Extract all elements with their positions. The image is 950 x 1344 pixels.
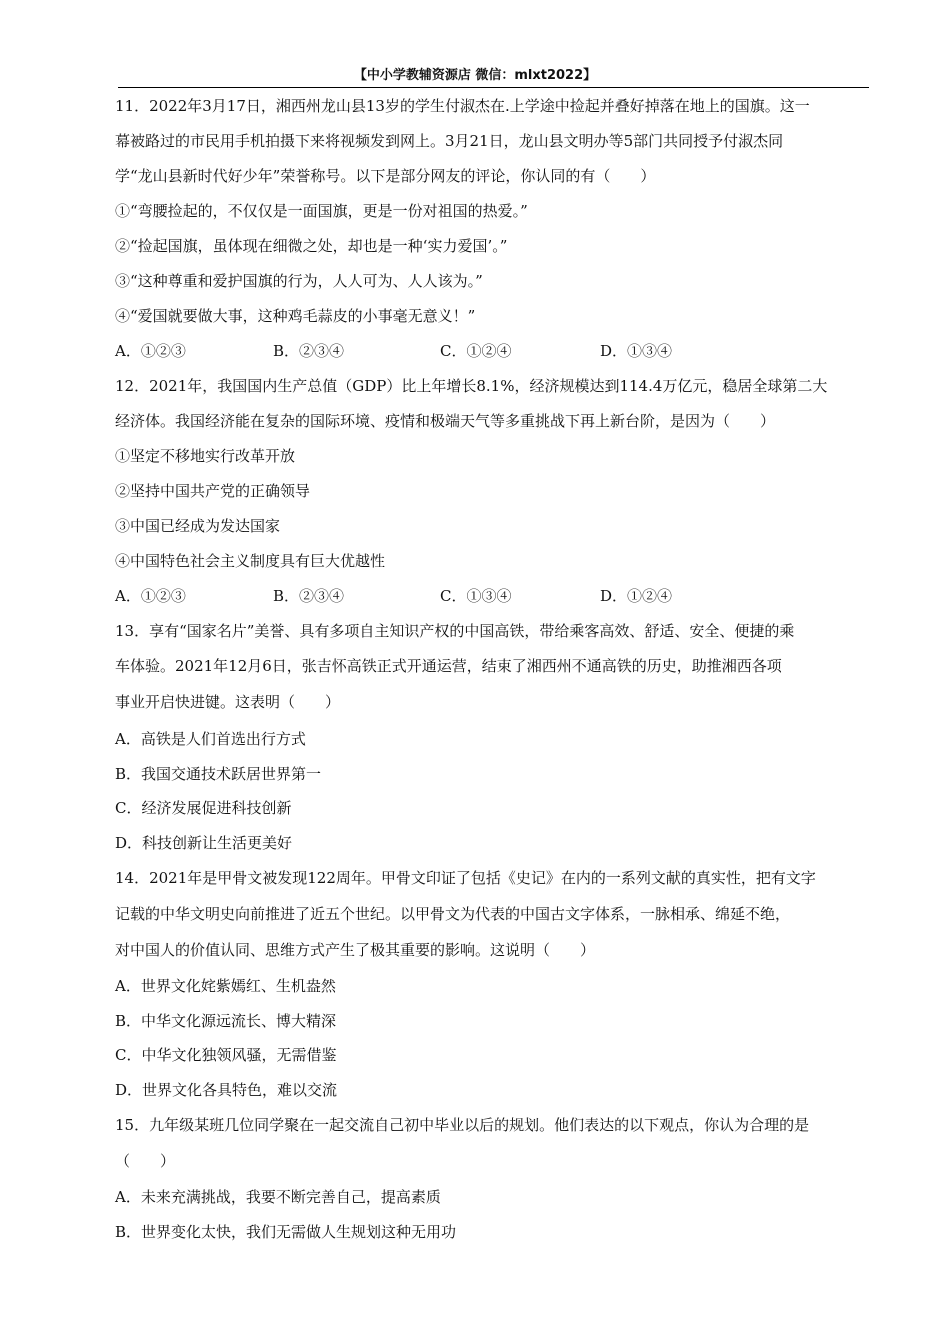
q11-statement-4: ④“爱国就要做大事，这种鸡毛蒜皮的小事毫无意义！” [115,307,476,325]
q11-statement-3: ③“这种尊重和爱护国旗的行为，人人可为、人人该为。” [115,272,483,290]
q12-option-b[interactable]: B．②③④ [273,587,345,605]
q14-stem-line-1: 14．2021年是甲骨文被发现122周年。甲骨文印证了包括《史记》在内的一系列文献的真实性，把有文字 [115,869,816,887]
q15-stem-line-1: 15．九年级某班几位同学聚在一起交流自己初中毕业以后的规划。他们表达的以下观点，你认为合理的是 [115,1116,810,1134]
q11-option-b[interactable]: B．②③④ [273,342,345,360]
q11-option-a[interactable]: A．①②③ [115,342,186,360]
q11-statement-2: ②“捡起国旗，虽体现在细微之处，却也是一种‘实力爱国’。” [115,237,508,255]
header-rule [118,87,869,88]
q13-stem-line-3: 事业开启快进键。这表明（ ） [115,693,341,711]
q12-option-c[interactable]: C．①③④ [440,587,512,605]
q12-statement-3: ③中国已经成为发达国家 [115,517,281,535]
q11-statement-1: ①“弯腰捡起的，不仅仅是一面国旗，更是一份对祖国的热爱。” [115,202,528,220]
q14-stem-line-3: 对中国人的价值认同、思维方式产生了极其重要的影响。这说明（ ） [115,941,596,959]
q12-stem-line-2: 经济体。我国经济能在复杂的国际环境、疫情和极端天气等多重挑战下再上新台阶，是因为（ ） [115,412,776,430]
q12-statement-4: ④中国特色社会主义制度具有巨大优越性 [115,552,386,570]
q11-option-c[interactable]: C．①②④ [440,342,512,360]
q15-option-a[interactable]: A．未来充满挑战，我要不断完善自己，提高素质 [115,1188,441,1206]
q13-option-a[interactable]: A．高铁是人们首选出行方式 [115,730,306,748]
q12-statement-1: ①坚定不移地实行改革开放 [115,447,296,465]
q13-option-b[interactable]: B．我国交通技术跃居世界第一 [115,765,322,783]
q14-option-d[interactable]: D．世界文化各具特色，难以交流 [115,1081,338,1099]
q14-option-a[interactable]: A．世界文化姹紫嫣红、生机盎然 [115,977,336,995]
page-header: 【中小学教辅资源店 微信：mlxt2022】 [353,68,597,83]
q14-stem-line-2: 记载的中华文明史向前推进了近五个世纪。以甲骨文为代表的中国古文字体系，一脉相承、绵延不绝， [115,905,791,923]
q12-option-a[interactable]: A．①②③ [115,587,186,605]
q11-stem-line-2: 幕被路过的市民用手机拍摄下来将视频发到网上。3月21日，龙山县文明办等5部门共同授予付淑杰同 [115,132,784,150]
q12-statement-2: ②坚持中国共产党的正确领导 [115,482,311,500]
q13-stem-line-1: 13．享有“国家名片”美誉、具有多项自主知识产权的中国高铁，带给乘客高效、舒适、安全、便捷的乘 [115,622,795,640]
q13-stem-line-2: 车体验。2021年12月6日，张吉怀高铁正式开通运营，结束了湘西州不通高铁的历史，助推湘西各项 [115,657,782,675]
q11-stem-line-3: 学“龙山县新时代好少年”荣誉称号。以下是部分网友的评论，你认同的有（ ） [115,167,656,185]
q14-option-c[interactable]: C．中华文化独领风骚，无需借鉴 [115,1046,337,1064]
q12-stem-line-1: 12．2021年，我国国内生产总值（GDP）比上年增长8.1%，经济规模达到114.4万亿元，稳居全球第二大 [115,377,828,395]
q13-option-c[interactable]: C．经济发展促进科技创新 [115,799,292,817]
q13-option-d[interactable]: D．科技创新让生活更美好 [115,834,293,852]
q11-stem-line-1: 11．2022年3月17日，湘西州龙山县13岁的学生付淑杰在.上学途中捡起并叠好掉落在地上的国旗。这一 [115,97,810,115]
q11-option-d[interactable]: D．①③④ [600,342,673,360]
q14-option-b[interactable]: B．中华文化源远流长、博大精深 [115,1012,337,1030]
q15-option-b[interactable]: B．世界变化太快，我们无需做人生规划这种无用功 [115,1223,457,1241]
q15-stem-line-2: （ ） [115,1152,176,1170]
q12-option-d[interactable]: D．①②④ [600,587,673,605]
